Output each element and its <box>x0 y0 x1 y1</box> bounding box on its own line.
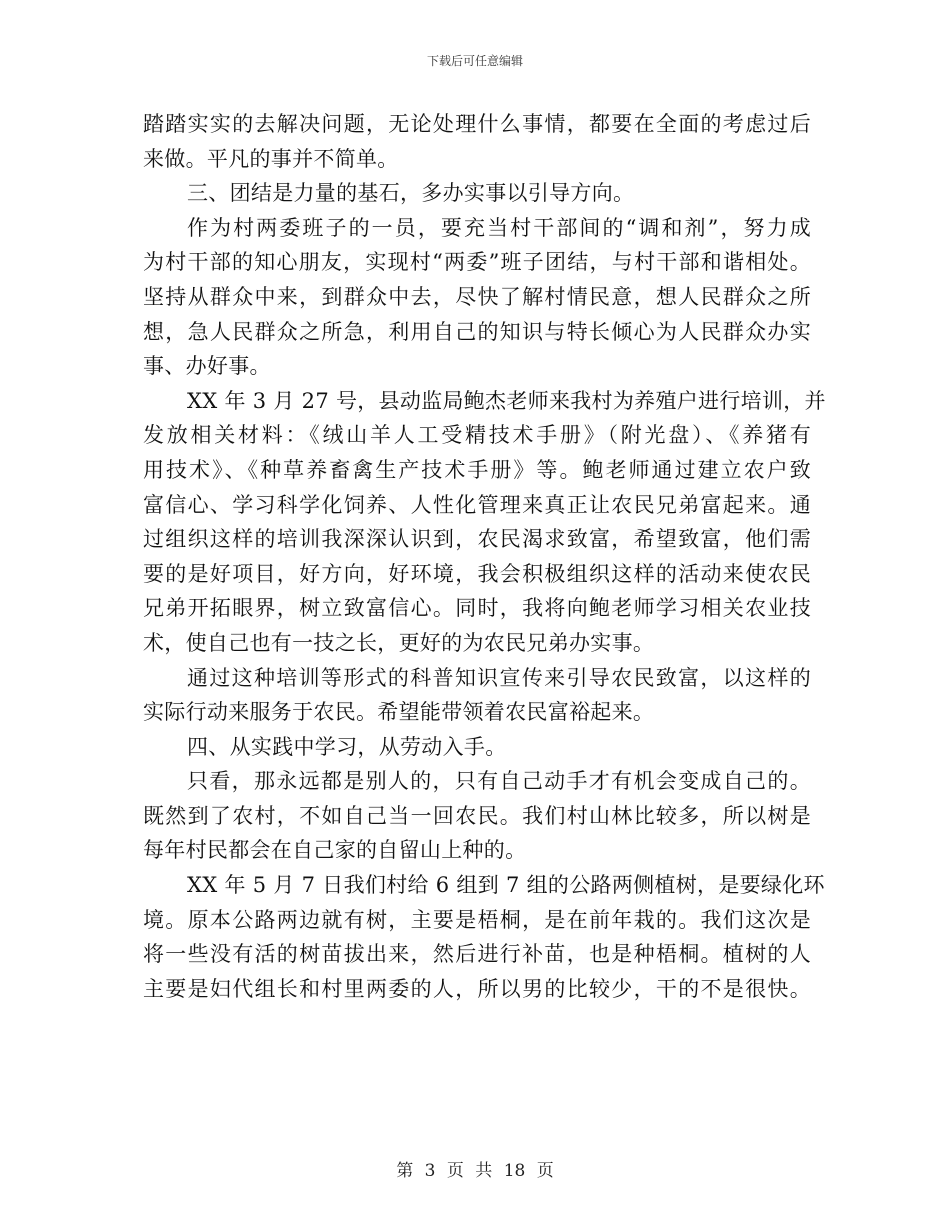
text-line: 四、从实践中学习，从劳动入手。 <box>187 734 507 759</box>
text-line: 富信心、学习科学化饲养、人性化管理来真正让农民兄弟富起来。通 <box>143 492 811 517</box>
text-line: 发放相关材料：《绒山羊人工受精技术手册》（附光盘）、《养猪有 <box>143 423 811 448</box>
page-header: 下载后可任意编辑 <box>426 54 523 68</box>
text-line: 事、办好事。 <box>143 354 271 379</box>
text-line: XX 年 5 月 7 日我们村给 6 组到 7 组的公路两侧植树，是要绿化环 <box>187 873 825 898</box>
text-line: 来做。平凡的事并不简单。 <box>143 146 399 171</box>
text-line: 将一些没有活的树苗拔出来，然后进行补苗，也是种梧桐。植树的人 <box>143 942 811 967</box>
text-line: XX 年 3 月 27 号，县动监局鲍杰老师来我村为养殖户进行培训，并 <box>187 388 826 413</box>
text-line: 境。原本公路两边就有树，主要是梧桐，是在前年栽的。我们这次是 <box>143 907 811 932</box>
text-line: 想，急人民群众之所急，利用自己的知识与特长倾心为人民群众办实 <box>143 319 811 344</box>
text-line: 兄弟开拓眼界，树立致富信心。同时，我将向鲍老师学习相关农业技 <box>143 596 811 621</box>
text-line: 主要是妇代组长和村里两委的人，所以男的比较少，干的不是很快。 <box>143 976 811 1001</box>
text-line: 每年村民都会在自己家的自留山上种的。 <box>143 838 527 863</box>
page-footer: 第 3 页 共 18 页 <box>396 1161 554 1181</box>
text-line: 三、团结是力量的基石，多办实事以引导方向。 <box>187 181 635 206</box>
text-line: 为村干部的知心朋友，实现村“两委”班子团结，与村干部和谐相处。 <box>143 250 811 275</box>
text-line: 坚持从群众中来，到群众中去，尽快了解村情民意，想人民群众之所 <box>143 284 811 309</box>
text-line: 通过这种培训等形式的科普知识宣传来引导农民致富，以这样的 <box>187 665 811 690</box>
text-line: 只看，那永远都是别人的，只有自己动手才有机会变成自己的。 <box>187 769 811 794</box>
document-body <box>143 107 826 1006</box>
text-line: 作为村两委班子的一员，要充当村干部间的“调和剂”，努力成 <box>187 215 811 240</box>
text-line: 踏踏实实的去解决问题，无论处理什么事情，都要在全面的考虑过后 <box>143 112 811 136</box>
text-line: 既然到了农村，不如自己当一回农民。我们村山林比较多，所以树是 <box>143 803 811 828</box>
text-line: 要的是好项目，好方向，好环境，我会积极组织这样的活动来使农民 <box>143 561 811 586</box>
text-line: 术，使自己也有一技之长，更好的为农民兄弟办实事。 <box>143 630 655 655</box>
text-line: 过组织这样的培训我深深认识到，农民渴求致富，希望致富，他们需 <box>143 527 811 552</box>
text-line: 用技术》、《种草养畜禽生产技术手册》等。鲍老师通过建立农户致 <box>143 457 811 482</box>
text-line: 实际行动来服务于农民。希望能带领着农民富裕起来。 <box>143 700 655 725</box>
